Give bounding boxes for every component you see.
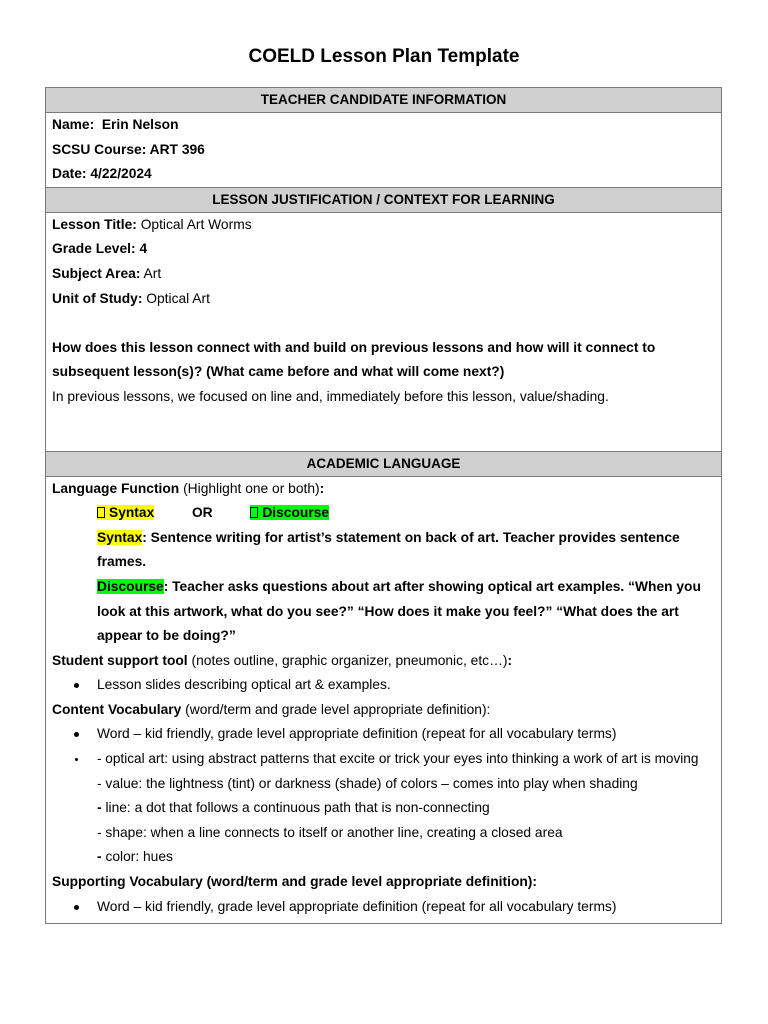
- name-label: Name:: [52, 117, 95, 132]
- language-function-note: (Highlight one or both): [183, 480, 320, 496]
- grade-label: Grade Level:: [52, 241, 136, 257]
- connection-question-line2: subsequent lesson(s)? (What came before and what will come next?): [52, 364, 505, 380]
- unit-label: Unit of Study:: [52, 290, 143, 306]
- lesson-title-label: Lesson Title:: [52, 216, 137, 232]
- teacher-info-header: TEACHER CANDIDATE INFORMATION: [46, 88, 721, 113]
- teacher-info-section: [46, 113, 721, 187]
- bullet-icon: [74, 732, 79, 737]
- content-vocabulary-item: Word – kid friendly, grade level appropriate definition (repeat for all vocabulary terms): [97, 726, 617, 742]
- vocab-color: [52, 845, 715, 870]
- syntax-description-line2: frames.: [97, 554, 147, 570]
- language-options-row: [52, 501, 715, 526]
- syntax-option-label: Syntax: [109, 505, 155, 521]
- content-vocabulary-row: [52, 698, 715, 723]
- content-vocabulary-label: Content Vocabulary: [52, 701, 182, 717]
- academic-language-section: [46, 477, 721, 920]
- document-title: COELD Lesson Plan Template: [248, 46, 520, 67]
- subject-row: [52, 262, 715, 287]
- vocab-optical-art: - optical art: using abstract patterns that excite or trick your eyes into thinking a work of art is moving: [97, 751, 699, 767]
- spacer: [52, 311, 715, 336]
- course-label: SCSU Course:: [52, 141, 147, 157]
- list-item: [52, 895, 715, 920]
- vocab-line-dash: -: [97, 800, 102, 816]
- content-vocabulary-note: (word/term and grade level appropriate definition):: [185, 701, 491, 717]
- discourse-option-label: Discourse: [262, 505, 330, 521]
- support-tool-colon: :: [507, 652, 513, 668]
- syntax-description-line1: [52, 526, 715, 551]
- support-tool-label: Student support tool: [52, 652, 188, 668]
- syntax-text: : Sentence writing for artist’s statement on back of art. Teacher provides sentence: [142, 529, 680, 545]
- checkbox-icon: [250, 507, 258, 518]
- language-function-label: Language Function: [52, 480, 180, 496]
- discourse-description-line3: appear to be doing?”: [97, 628, 236, 644]
- discourse-label: Discourse: [97, 578, 164, 594]
- bullet-icon: [75, 758, 78, 761]
- discourse-description-line1: [52, 575, 715, 600]
- vocab-color-text: color: hues: [101, 849, 173, 865]
- vocab-value: - value: the lightness (tint) or darkness (shade) of colors – comes into play when shading: [97, 775, 638, 791]
- vocab-line: [52, 796, 715, 821]
- date-row: [52, 162, 715, 187]
- discourse-text: : Teacher asks questions about art after showing optical art examples. “When you: [163, 578, 701, 594]
- spacer: [52, 410, 715, 451]
- unit-row: [52, 287, 715, 312]
- syntax-option[interactable]: [97, 505, 154, 520]
- connection-question-line1: How does this lesson connect with and build on previous lessons and how will it connect to: [52, 339, 656, 355]
- date-label: Date:: [52, 166, 87, 182]
- course-value: ART 396: [149, 141, 205, 157]
- list-item: [52, 722, 715, 747]
- vocab-shape: - shape: when a line connects to itself or another line, creating a closed area: [97, 824, 563, 840]
- support-tool-item: Lesson slides describing optical art & examples.: [97, 677, 391, 693]
- list-item: [52, 673, 715, 698]
- grade-value: 4: [139, 241, 148, 257]
- support-tool-note: (notes outline, graphic organizer, pneumonic, etc…): [191, 652, 508, 668]
- justification-section: [46, 213, 721, 451]
- supporting-vocabulary-item: Word – kid friendly, grade level appropriate definition (repeat for all vocabulary terms): [97, 898, 617, 914]
- support-tool-row: [52, 649, 715, 674]
- name-row: [52, 113, 715, 138]
- academic-language-header: ACADEMIC LANGUAGE: [46, 451, 721, 477]
- lesson-plan-table: [45, 87, 722, 924]
- lesson-title-row: [52, 213, 715, 238]
- language-function-row: [52, 477, 715, 502]
- checkbox-icon: [97, 507, 105, 518]
- grade-row: [52, 237, 715, 262]
- discourse-option[interactable]: [250, 505, 329, 520]
- course-row: [52, 138, 715, 163]
- vocab-color-dash: -: [97, 849, 102, 865]
- lesson-title-value: Optical Art Worms: [140, 216, 252, 232]
- supporting-vocabulary-label: Supporting Vocabulary (word/term and grade level appropriate definition):: [52, 874, 537, 890]
- vocab-line-text: line: a dot that follows a continuous path that is non-connecting: [101, 800, 490, 816]
- language-function-colon: :: [319, 480, 325, 496]
- date-value: 4/22/2024: [90, 166, 152, 182]
- unit-value: Optical Art: [146, 290, 210, 306]
- subject-value: Art: [143, 265, 162, 281]
- bullet-icon: [74, 683, 79, 688]
- name-value: Erin Nelson: [101, 117, 179, 132]
- or-label: OR: [191, 505, 213, 521]
- bullet-icon: [74, 905, 79, 910]
- list-item: [52, 747, 715, 772]
- subject-label: Subject Area:: [52, 265, 141, 281]
- justification-header: LESSON JUSTIFICATION / CONTEXT FOR LEARNING: [46, 187, 721, 213]
- syntax-label: Syntax: [97, 529, 143, 545]
- connection-answer: In previous lessons, we focused on line and, immediately before this lesson, value/shading.: [52, 388, 609, 404]
- discourse-description-line2: look at this artwork, what do you see?” “How does it make you feel?” “What does the art: [97, 603, 679, 619]
